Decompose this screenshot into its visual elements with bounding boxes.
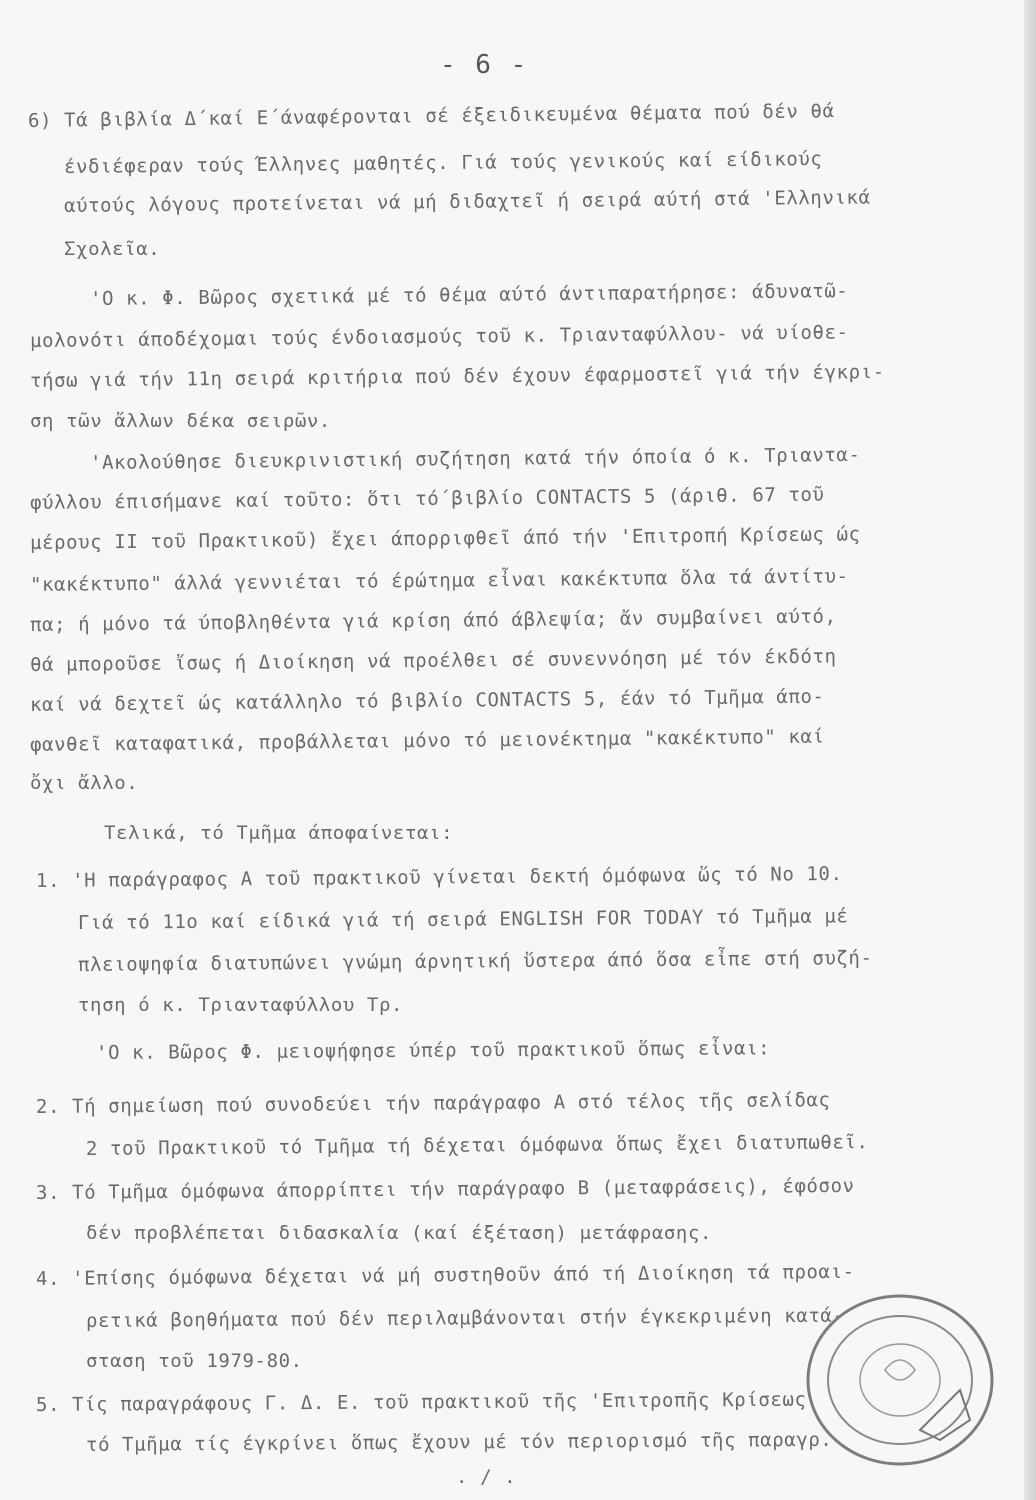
official-stamp-icon <box>790 1280 1010 1480</box>
text-line: "κακέκτυπο" άλλά γεννιέται τό έρώτημα εἶναι κακέκτυπα ὅλα τά άντίτυ- <box>29 565 849 596</box>
text-line: Σχολεῖα. <box>64 238 161 260</box>
text-line: αύτούς λόγους προτείνεται νά μή διδαχτεῖ ή σειρά αύτή στά 'Ελληνικά <box>63 186 871 217</box>
list-item: 3. Τό Τμῆμα όμόφωνα άπορρίπτει τήν παράγραφο Β (μεταφράσεις), έφόσον <box>35 1174 855 1204</box>
text-line: τηση ό κ. Τριανταφύλλου Τρ. <box>78 994 404 1016</box>
list-item: 5. Τίς παραγράφους Γ. Δ. Ε. τοῦ πρακτικοῦ τῆς 'Επιτροπῆς Κρίσεως <box>35 1388 807 1416</box>
page-edge <box>1024 0 1036 1500</box>
text-line: ρετικά βοηθήματα πού δέν περιλαμβάνονται στήν έγκεκριμένη κατά- <box>85 1304 845 1332</box>
text-line: ση τῶν ἄλλων δέκα σειρῶν. <box>30 410 331 432</box>
text-line: φανθεῖ καταφατικά, προβάλλεται μόνο τό μειονέκτημα "κακέκτυπο" καί <box>29 725 825 756</box>
text-line: πλειοψηφία διατυπώνει γνώμη άρνητική ὕστερα άπό ὅσα εἶπε στή συζή- <box>77 947 873 976</box>
text-line: φύλλου έπισήμανε καί τοῦτο: ὅτι τό΄βιβλίο CONTACTS 5 (άριθ. 67 τοῦ <box>29 483 825 514</box>
page-number: - 6 - <box>440 50 529 80</box>
text-line: μολονότι άποδέχομαι τούς ένδοιασμούς τοῦ κ. Τριανταφύλλου- νά υίοθε- <box>29 321 849 352</box>
text-line: 6) Τά βιβλία Δ΄καί Ε΄άναφέρονται σέ έξειδικευμένα θέματα πού δέν θά <box>27 100 835 132</box>
text-line: 'Ο κ. Βῶρος Φ. μειοψήφησε ύπέρ τοῦ πρακτικοῦ ὅπως εἶναι: <box>95 1037 771 1064</box>
text-line: 'Ακολούθησε διευκρινιστική συζήτηση κατά τήν όποία ό κ. Τριαντα- <box>89 443 861 474</box>
text-line: τό Τμῆμα τίς έγκρίνει ὅπως ἔχουν μέ τόν περιορισμό τῆς παραγρ. <box>85 1428 833 1456</box>
text-line: καί νά δεχτεῖ ώς κατάλληλο τό βιβλίο CONTACTS 5, έάν τό Τμῆμα άπο- <box>29 685 825 716</box>
list-item: 2. Τή σημείωση πού συνοδεύει τήν παράγραφο Α στό τέλος τῆς σελίδας <box>35 1089 831 1118</box>
list-item: 1. 'Η παράγραφος Α τοῦ πρακτικοῦ γίνεται δεκτή όμόφωνα ὥς τό Νο 10. <box>35 862 843 892</box>
text-line: δέν προβλέπεται διδασκαλία (καί έξέταση) μετάφρασης. <box>86 1222 713 1244</box>
text-line: ένδιέφεραν τούς Έλληνες μαθητές. Γιά τούς γενικούς καί είδικούς <box>63 148 823 178</box>
text-line: πα; ή μόνο τά ύποβληθέντα γιά κρίση άπό άβλεψία; ἄν συμβαίνει αύτό, <box>29 605 837 636</box>
text-line: Γιά τό 11ο καί είδικά γιά τή σειρά ENGLISH FOR TODAY τό Τμῆμα μέ <box>77 905 849 934</box>
text-line: 'Ο κ. Φ. Βῶρος σχετικά μέ τό θέμα αύτό άντιπαρατήρησε: άδυνατῶ- <box>89 280 849 310</box>
list-item: 4. 'Επίσης όμόφωνα δέχεται νά μή συστηθοῦν άπό τή Διοίκηση τά προαι- <box>35 1260 855 1290</box>
text-line: θά μποροῦσε ἴσως ή Διοίκηση νά προέλθει σέ συνεννόηση μέ τόν έκδότη <box>29 645 837 676</box>
text-line: Τελικά, τό Τμῆμα άποφαίνεται: <box>104 822 454 844</box>
text-line: σταση τοῦ 1979-80. <box>86 1350 303 1372</box>
text-line: τήσω γιά τήν 11η σειρά κριτήρια πού δέν έχουν έφαρμοστεῖ γιά τήν έγκρι- <box>29 361 885 392</box>
text-line: μέρους ΙΙ τοῦ Πρακτικοῦ) ἔχει άπορριφθεῖ άπό τήν 'Επιτροπή Κρίσεως ώς <box>29 523 861 554</box>
continuation-mark: . / . <box>456 1466 517 1488</box>
text-line: ὄχι ἄλλο. <box>30 772 139 794</box>
text-line: 2 τοῦ Πρακτικοῦ τό Τμῆμα τή δέχεται όμόφωνα ὅπως ἔχει διατυπωθεῖ. <box>85 1131 869 1160</box>
